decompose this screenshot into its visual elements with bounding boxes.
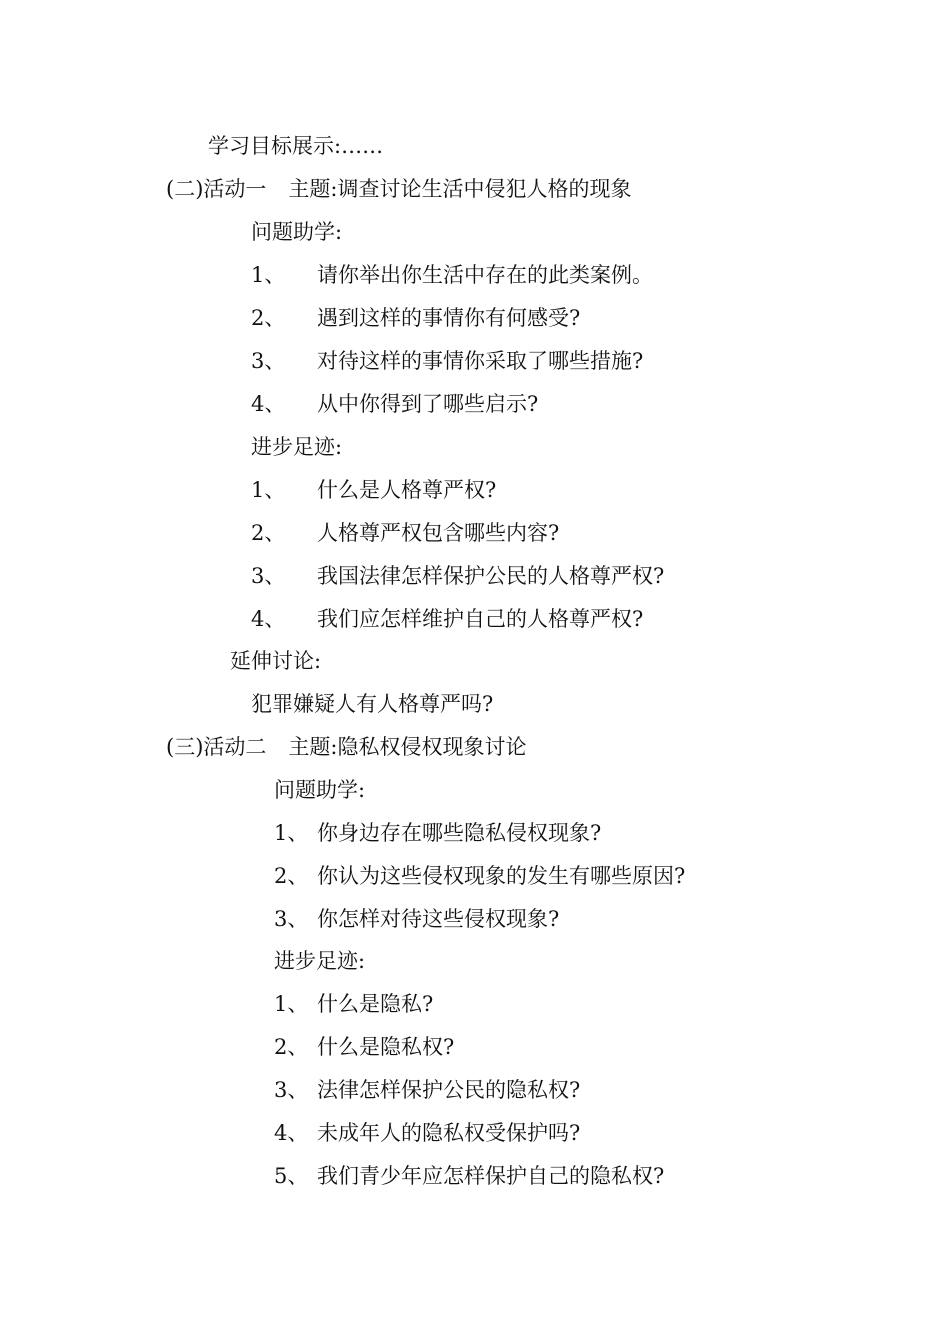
section-2-extension-text: 犯罪嫌疑人有人格尊严吗?	[251, 692, 494, 716]
section-3-progress-num-4: 4、	[274, 1121, 309, 1145]
section-2-help-item-2: 遇到这样的事情你有何感受?	[317, 306, 581, 330]
section-3-progress-item-2: 什么是隐私权?	[317, 1035, 455, 1059]
section-3-help-num-3: 3、	[274, 907, 309, 931]
section-3-prefix: (三)活动二	[166, 735, 267, 759]
section-2-progress-item-2: 人格尊严权包含哪些内容?	[317, 521, 560, 545]
section-3-topic: 主题:隐私权侵权现象讨论	[288, 735, 527, 759]
section-2-extension-title: 延伸讨论:	[230, 649, 322, 673]
section-2-help-num-3: 3、	[251, 349, 286, 373]
section-2-progress-item-1: 什么是人格尊严权?	[317, 478, 497, 502]
section-2-progress-item-3: 我国法律怎样保护公民的人格尊严权?	[317, 564, 665, 588]
section-3-progress-item-1: 什么是隐私?	[317, 992, 434, 1016]
section-3-heading	[166, 734, 526, 760]
section-2-progress-num-4: 4、	[251, 607, 286, 631]
learning-goals-label: 学习目标展示:……	[208, 134, 384, 158]
section-2-help-num-4: 4、	[251, 392, 286, 416]
section-2-prefix: (二)活动一	[166, 177, 267, 201]
section-2-help-item-1: 请你举出你生活中存在的此类案例。	[317, 263, 653, 287]
section-2-topic: 主题:调查讨论生活中侵犯人格的现象	[288, 177, 632, 201]
section-3-help-item-3: 你怎样对待这些侵权现象?	[317, 907, 560, 931]
section-3-progress-item-5: 我们青少年应怎样保护自己的隐私权?	[317, 1164, 665, 1188]
section-2-heading	[166, 176, 631, 202]
section-3-help-num-2: 2、	[274, 864, 309, 888]
section-3-help-title: 问题助学:	[274, 778, 366, 802]
section-2-progress-num-1: 1、	[251, 478, 286, 502]
section-2-help-item-3: 对待这样的事情你采取了哪些措施?	[317, 349, 644, 373]
section-2-help-num-2: 2、	[251, 306, 286, 330]
section-2-progress-num-2: 2、	[251, 521, 286, 545]
section-3-help-item-1: 你身边存在哪些隐私侵权现象?	[317, 821, 602, 845]
section-3-progress-item-3: 法律怎样保护公民的隐私权?	[317, 1078, 581, 1102]
section-3-progress-num-2: 2、	[274, 1035, 309, 1059]
section-2-help-title: 问题助学:	[251, 220, 343, 244]
section-2-progress-title: 进步足迹:	[251, 435, 343, 459]
section-3-progress-num-1: 1、	[274, 992, 309, 1016]
section-3-progress-num-5: 5、	[274, 1164, 309, 1188]
section-2-progress-num-3: 3、	[251, 564, 286, 588]
section-3-progress-num-3: 3、	[274, 1078, 309, 1102]
section-3-help-item-2: 你认为这些侵权现象的发生有哪些原因?	[317, 864, 686, 888]
section-3-progress-title: 进步足迹:	[274, 949, 366, 973]
section-3-help-num-1: 1、	[274, 821, 309, 845]
section-2-progress-item-4: 我们应怎样维护自己的人格尊严权?	[317, 607, 644, 631]
section-2-help-item-4: 从中你得到了哪些启示?	[317, 392, 539, 416]
section-3-progress-item-4: 未成年人的隐私权受保护吗?	[317, 1121, 581, 1145]
section-2-help-num-1: 1、	[251, 263, 286, 287]
